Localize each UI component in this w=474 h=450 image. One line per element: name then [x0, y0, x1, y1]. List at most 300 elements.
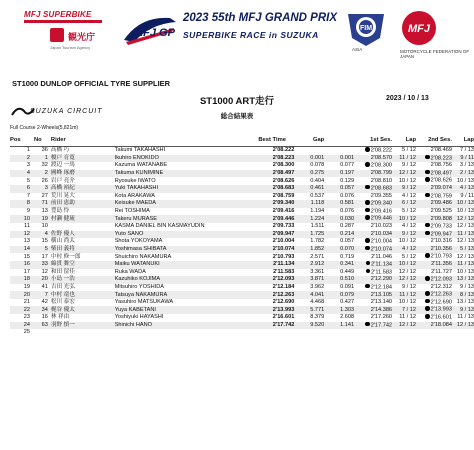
col-pos: Pos — [10, 136, 34, 147]
cell-interval-text: 0.030 — [340, 215, 355, 222]
cell-interval — [324, 246, 354, 254]
cell-gap-text: 4.041 — [310, 291, 325, 298]
cell-2nd-ses — [416, 170, 452, 178]
cell-lap2-text: 11 / 13 — [457, 314, 474, 321]
cell-2nd-ses — [416, 200, 452, 208]
cell-pos — [10, 299, 34, 307]
cell-2nd-ses — [416, 284, 452, 292]
cell-pos-text: 15 — [23, 253, 30, 260]
cell-gap-text: 3.361 — [310, 268, 325, 275]
cell-1st-ses — [354, 200, 392, 208]
cell-1st-ses-text: 2'11.134 — [371, 261, 393, 268]
cell-lap2 — [452, 306, 474, 314]
cell-lap1-text: 7 / 12 — [402, 306, 416, 313]
cell-2nd-ses-text: 2'08.497 — [430, 170, 452, 177]
cell-gap — [294, 299, 324, 307]
cell-interval — [324, 299, 354, 307]
cell-pos-text: 14 — [23, 245, 30, 252]
table-row — [10, 162, 474, 170]
cell-no — [34, 238, 51, 246]
cell-rider-en — [115, 299, 259, 307]
cell-1st-ses-text: 2'10.023 — [370, 223, 393, 230]
table-row — [10, 246, 474, 254]
cell-lap1-text: 10 / 12 — [398, 238, 416, 245]
cell-lap1 — [392, 291, 416, 299]
cell-pos-text: 7 — [26, 192, 30, 199]
cell-2nd-ses — [416, 147, 452, 155]
cell-best-time — [258, 253, 294, 261]
cell-interval — [324, 253, 354, 261]
cell-interval-text: 0.077 — [340, 162, 355, 169]
cell-1st-ses — [354, 314, 392, 322]
cell-pos-text: 10 — [23, 215, 30, 222]
cell-rider-jp — [51, 177, 115, 185]
cell-lap2-text: 10 / 13 — [456, 200, 474, 207]
cell-rider-jp — [51, 291, 115, 299]
best-lap-dot-icon — [365, 185, 370, 190]
cell-rider-en — [115, 215, 259, 223]
cell-rider-en-text: Kota ARAKAWA — [114, 192, 155, 199]
col-best: Best Time — [258, 136, 294, 147]
cell-rider-jp-text: 榎戸 育寛 — [50, 154, 75, 161]
cell-lap1-text: 4 / 12 — [402, 245, 416, 252]
best-lap-dot-icon — [365, 208, 370, 213]
cell-gap — [294, 276, 324, 284]
cell-1st-ses-text: 2'14.386 — [370, 306, 393, 313]
cell-2nd-ses — [416, 329, 452, 336]
cell-rider-jp-text: 國峰 琢磨 — [50, 170, 75, 177]
cell-lap1 — [392, 147, 416, 155]
cell-rider-en — [115, 231, 259, 239]
cell-lap1 — [392, 193, 416, 201]
cell-1st-ses — [354, 155, 392, 163]
cell-2nd-ses-text: 2'09.808 — [430, 215, 452, 222]
cell-1st-ses — [354, 231, 392, 239]
mfj-federation-label: MOTORCYCLE FEDERATION OF JAPAN — [400, 49, 470, 59]
cell-no — [34, 276, 51, 284]
results-body — [10, 147, 474, 337]
cell-best-time — [258, 329, 294, 336]
cell-no — [34, 147, 51, 155]
cell-pos — [10, 200, 34, 208]
cell-no-text: 15 — [41, 238, 48, 245]
cell-rider-jp — [51, 253, 115, 261]
cell-gap — [294, 170, 324, 178]
cell-pos — [10, 253, 34, 261]
cell-rider-en-text: Takumi TAKAHASHI — [114, 147, 166, 154]
cell-rider-en — [115, 261, 259, 269]
cell-pos-text: 18 — [23, 276, 30, 283]
cell-1st-ses — [354, 276, 392, 284]
cell-pos — [10, 291, 34, 299]
cell-lap1 — [392, 185, 416, 193]
cell-rider-jp-text: 柴田 義将 — [50, 245, 75, 252]
table-row — [10, 253, 474, 261]
cell-pos — [10, 185, 34, 193]
best-lap-dot-icon — [425, 193, 430, 198]
cell-best-time-text: 2'08.300 — [272, 162, 295, 169]
cell-lap1 — [392, 246, 416, 254]
cell-lap2-text: 11 / 13 — [457, 230, 474, 237]
cell-2nd-ses-text: 2'12.093 — [430, 276, 452, 283]
cell-1st-ses — [354, 193, 392, 201]
cell-no — [34, 269, 51, 277]
cell-best-time-text: 2'09.947 — [272, 230, 295, 237]
cell-interval-text: 0.341 — [340, 261, 355, 268]
cell-best-time — [258, 299, 294, 307]
cell-pos-text: 12 — [23, 230, 30, 237]
cell-interval-text: 0.449 — [340, 268, 355, 275]
cell-rider-en — [115, 276, 259, 284]
cell-best-time-text: 2'11.134 — [273, 261, 295, 268]
cell-interval-text: 0.129 — [340, 177, 355, 184]
best-lap-dot-icon — [365, 147, 370, 152]
cell-interval-text: 0.510 — [340, 276, 355, 283]
cell-interval — [324, 284, 354, 292]
cell-lap1 — [392, 200, 416, 208]
best-lap-dot-icon — [425, 314, 430, 319]
cell-best-time — [258, 223, 294, 231]
table-row — [10, 177, 474, 185]
cell-2nd-ses-text: 2'09.486 — [430, 200, 452, 207]
cell-no-text: 16 — [41, 314, 48, 321]
cell-rider-jp — [51, 200, 115, 208]
table-row — [10, 147, 474, 155]
cell-1st-ses — [354, 322, 392, 330]
table-row — [10, 223, 474, 231]
cell-best-time-text: 2'08.497 — [272, 170, 295, 177]
cell-best-time-text: 2'10.793 — [272, 253, 295, 260]
col-gap: Gap — [294, 136, 324, 147]
table-row — [10, 170, 474, 178]
cell-1st-ses-text: 2'08.300 — [370, 162, 393, 169]
event-title: 2023 55th MFJ GRAND PRIX — [183, 12, 338, 24]
cell-rider-en-text: Mitsuhiro YOSHIDA — [114, 283, 165, 290]
cell-rider-jp-text: 松川 泰宏 — [50, 299, 75, 306]
cell-gap — [294, 329, 324, 336]
col-lap1: Lap — [392, 136, 416, 147]
cell-no — [34, 291, 51, 299]
cell-lap1-text: 11 / 12 — [399, 314, 416, 321]
cell-best-time — [258, 215, 294, 223]
cell-gap — [294, 231, 324, 239]
table-row — [10, 155, 474, 163]
cell-gap-text: 3.962 — [310, 283, 325, 290]
cell-lap2-text: 13 / 13 — [456, 299, 474, 306]
cell-pos — [10, 177, 34, 185]
cell-rider-en — [115, 147, 259, 155]
cell-gap-text: 4.468 — [310, 299, 325, 306]
cell-lap2-text: 9 / 13 — [460, 306, 474, 313]
table-row — [10, 314, 474, 322]
cell-rider-jp-text: 高橋 裕紀 — [50, 185, 75, 192]
cell-no-text: 12 — [41, 268, 48, 275]
cell-rider-en-text: Shuichiro NAKAMURA — [114, 253, 172, 260]
cell-rider-jp-text: 和田 留佳 — [50, 268, 75, 275]
cell-2nd-ses — [416, 231, 452, 239]
cell-rider-en — [115, 155, 259, 163]
best-lap-dot-icon — [365, 215, 370, 220]
cell-no-text: 3 — [44, 185, 48, 192]
cell-no — [34, 246, 51, 254]
cell-no — [34, 177, 51, 185]
cell-gap-text: 9.520 — [310, 321, 325, 328]
cell-rider-jp-text: 前田 恵助 — [50, 200, 75, 207]
table-row — [10, 284, 474, 292]
cell-2nd-ses — [416, 253, 452, 261]
cell-rider-jp — [51, 299, 115, 307]
best-lap-dot-icon — [366, 269, 371, 274]
cell-2nd-ses — [416, 306, 452, 314]
cell-gap-text: 1.224 — [310, 215, 325, 222]
col-no: No — [34, 136, 51, 147]
cell-1st-ses-text: 2'10.074 — [370, 246, 393, 253]
cell-rider-en-text: Rei TOSHIMA — [114, 208, 150, 214]
cell-1st-ses-text: 2'09.340 — [370, 200, 393, 207]
cell-lap2 — [452, 231, 474, 239]
best-lap-dot-icon — [425, 306, 430, 311]
table-row — [10, 306, 474, 314]
cell-pos — [10, 306, 34, 314]
fim-asia-label: ASIA — [352, 47, 363, 52]
cell-lap2 — [452, 208, 474, 216]
cell-no — [34, 284, 51, 292]
cell-best-time — [258, 147, 294, 155]
cell-lap2 — [452, 177, 474, 185]
cell-best-time-text: 2'13.993 — [272, 306, 295, 313]
cell-lap2 — [452, 329, 474, 336]
cell-gap — [294, 162, 324, 170]
cell-rider-jp — [51, 269, 115, 277]
cell-2nd-ses — [416, 162, 452, 170]
cell-rider-en — [115, 200, 259, 208]
cell-2nd-ses — [416, 185, 452, 193]
cell-1st-ses-text: 2'08.799 — [370, 170, 393, 177]
cell-gap — [294, 147, 324, 155]
cell-2nd-ses — [416, 261, 452, 269]
table-row — [10, 261, 474, 269]
cell-rider-jp-text: 中村 竜也 — [50, 291, 75, 298]
cell-lap1-text: 12 / 12 — [398, 276, 416, 283]
cell-lap1-text: 10 / 12 — [398, 299, 416, 306]
cell-lap2-text: 12 / 13 — [456, 238, 474, 245]
cell-no — [34, 223, 51, 231]
cell-1st-ses — [354, 246, 392, 254]
col-lap2: Lap — [452, 136, 474, 147]
cell-lap2 — [452, 162, 474, 170]
cell-pos-text: 16 — [23, 261, 30, 268]
cell-1st-ses — [354, 215, 392, 223]
cell-no — [34, 215, 51, 223]
table-row — [10, 291, 474, 299]
cell-rider-jp — [51, 223, 115, 231]
cell-1st-ses-text: 2'12.290 — [370, 276, 393, 283]
cell-best-time-text: 2'09.416 — [272, 208, 295, 214]
cell-no-text: 4 — [44, 230, 48, 237]
cell-best-time — [258, 238, 294, 246]
cell-interval — [324, 208, 354, 216]
tourism-agency-icon — [50, 28, 64, 42]
cell-rider-en-text: Keisuke MAEDA — [114, 200, 157, 207]
cell-rider-jp — [51, 329, 115, 336]
cell-2nd-ses-text: 2'18.084 — [430, 321, 452, 328]
cell-1st-ses-text: 2'17.742 — [370, 322, 393, 329]
cell-no-text: 71 — [41, 200, 48, 207]
cell-rider-en — [115, 314, 259, 322]
supplier-line: ST1000 DUNLOP OFFICIAL TYRE SUPPLIER — [12, 79, 171, 88]
cell-2nd-ses-text: 2'09.074 — [430, 185, 452, 192]
cell-rider-en — [115, 170, 259, 178]
cell-pos-text: 17 — [23, 268, 30, 275]
cell-1st-ses-text: 2'10.004 — [370, 238, 393, 245]
mfj-superbike-logo: MFJ SUPERBIKE — [24, 10, 92, 19]
cell-pos-text: 4 — [26, 170, 30, 177]
cell-pos — [10, 208, 34, 216]
cell-gap — [294, 322, 324, 330]
cell-no — [34, 322, 51, 330]
cell-lap1 — [392, 162, 416, 170]
cell-2nd-ses — [416, 208, 452, 216]
cell-gap — [294, 306, 324, 314]
cell-lap1-text: 4 / 12 — [402, 223, 416, 230]
col-rider-en — [115, 136, 259, 147]
cell-rider-en-text: Ryosuke IWATO — [114, 177, 156, 184]
cell-interval-text: 1.303 — [340, 306, 355, 313]
cell-2nd-ses-text: 2'08.626 — [430, 177, 452, 184]
cell-rider-jp-text: 渡辺 一馬 — [50, 162, 75, 169]
cell-no — [34, 329, 51, 336]
cell-interval-text: 0.076 — [340, 208, 355, 214]
cell-pos-text: 25 — [23, 329, 30, 336]
cell-pos — [10, 215, 34, 223]
cell-interval — [324, 231, 354, 239]
cell-1st-ses-text: 2'11.583 — [371, 269, 393, 275]
cell-lap2 — [452, 193, 474, 201]
cell-no — [34, 314, 51, 322]
best-lap-dot-icon — [425, 291, 430, 296]
cell-lap1-text: 9 / 12 — [402, 230, 416, 237]
cell-interval-text: 1.141 — [340, 321, 355, 328]
table-row — [10, 231, 474, 239]
cell-pos — [10, 276, 34, 284]
cell-gap-text: 5.771 — [310, 306, 325, 313]
cell-pos — [10, 162, 34, 170]
cell-2nd-ses-text: 2'08.223 — [430, 155, 452, 162]
cell-rider-jp — [51, 208, 115, 216]
table-row — [10, 193, 474, 201]
table-header-row — [10, 136, 474, 147]
cell-rider-en-text: Shinichi HANO — [114, 321, 152, 328]
cell-rider-jp-text: 林 祥由 — [50, 314, 70, 321]
cell-2nd-ses-text: 2'08.759 — [430, 193, 452, 200]
cell-1st-ses — [354, 299, 392, 307]
cell-interval-text: 0.214 — [340, 230, 355, 237]
cell-interval — [324, 177, 354, 185]
cell-rider-jp — [51, 147, 115, 155]
cell-gap — [294, 215, 324, 223]
cell-rider-jp-text: 豊島 怜 — [50, 208, 70, 214]
cell-1st-ses — [354, 208, 392, 216]
cell-no-text: 41 — [41, 283, 48, 290]
cell-best-time — [258, 291, 294, 299]
cell-1st-ses-text: 2'12.184 — [370, 284, 393, 291]
cell-rider-en — [115, 329, 259, 336]
report-subtitle: 総合結果表 — [220, 113, 254, 120]
cell-rider-en — [115, 291, 259, 299]
best-lap-dot-icon — [366, 261, 371, 266]
header-banner — [0, 0, 474, 58]
cell-lap2 — [452, 170, 474, 178]
cell-lap2-text: 12 / 13 — [456, 223, 474, 230]
cell-lap1 — [392, 231, 416, 239]
cell-interval — [324, 223, 354, 231]
cell-1st-ses-text: 2'09.355 — [370, 192, 393, 199]
cell-lap1 — [392, 155, 416, 163]
cell-lap2 — [452, 299, 474, 307]
cell-best-time-text: 2'08.759 — [272, 192, 295, 199]
cell-no — [34, 200, 51, 208]
cell-best-time — [258, 269, 294, 277]
cell-2nd-ses-text: 2'12.690 — [430, 299, 452, 306]
cell-2nd-ses — [416, 276, 452, 284]
logo-underline — [24, 20, 102, 23]
circuit-name: SUZUKA CIRCUIT — [30, 108, 103, 115]
cell-lap2-text: 12 / 13 — [456, 321, 474, 328]
cell-1st-ses-text: 2'17.260 — [370, 314, 393, 321]
cell-rider-en-text: Tatsuya NAKAMURA — [114, 291, 168, 298]
cell-rider-jp — [51, 322, 115, 330]
cell-rider-en-text: Yasuhiro MATSUKAWA — [114, 299, 174, 306]
cell-lap1-text: 5 / 12 — [402, 208, 416, 214]
cell-gap — [294, 185, 324, 193]
cell-rider-en-text: Yoshiyuki HAYASHI — [114, 314, 164, 321]
cell-pos-text: 23 — [23, 314, 30, 321]
cell-lap1 — [392, 238, 416, 246]
cell-2nd-ses-text: 2'08.756 — [430, 162, 452, 169]
cell-gap-text: 1.852 — [310, 245, 325, 252]
cell-lap1-text: 4 / 12 — [402, 192, 416, 199]
cell-no-text: 32 — [41, 162, 48, 169]
event-subtitle: SUPERBIKE RACE in SUZUKA — [183, 30, 319, 40]
cell-gap — [294, 177, 324, 185]
cell-rider-en — [115, 185, 259, 193]
cell-no — [34, 253, 51, 261]
cell-gap-text: 0.461 — [310, 185, 325, 192]
cell-lap1-text: 12 / 12 — [398, 268, 416, 275]
cell-best-time-text: 2'12.263 — [272, 291, 295, 298]
cell-lap2 — [452, 261, 474, 269]
cell-interval — [324, 314, 354, 322]
cell-gap — [294, 193, 324, 201]
cell-lap1 — [392, 329, 416, 336]
cell-rider-en-text: Kazuma WATANABE — [114, 162, 168, 169]
cell-rider-en — [115, 253, 259, 261]
cell-lap2 — [452, 322, 474, 330]
cell-lap1 — [392, 223, 416, 231]
cell-lap2 — [452, 276, 474, 284]
cell-rider-en — [115, 284, 259, 292]
cell-pos-text: 5 — [26, 177, 30, 184]
cell-1st-ses-text: 2'08.222 — [370, 147, 393, 154]
cell-1st-ses — [354, 177, 392, 185]
cell-best-time-text: 2'10.004 — [272, 238, 295, 245]
cell-no-text: 1 — [44, 154, 48, 161]
cell-lap1 — [392, 208, 416, 216]
cell-interval — [324, 306, 354, 314]
table-row — [10, 299, 474, 307]
cell-gap — [294, 291, 324, 299]
cell-lap1-text: 9 / 12 — [402, 162, 416, 169]
